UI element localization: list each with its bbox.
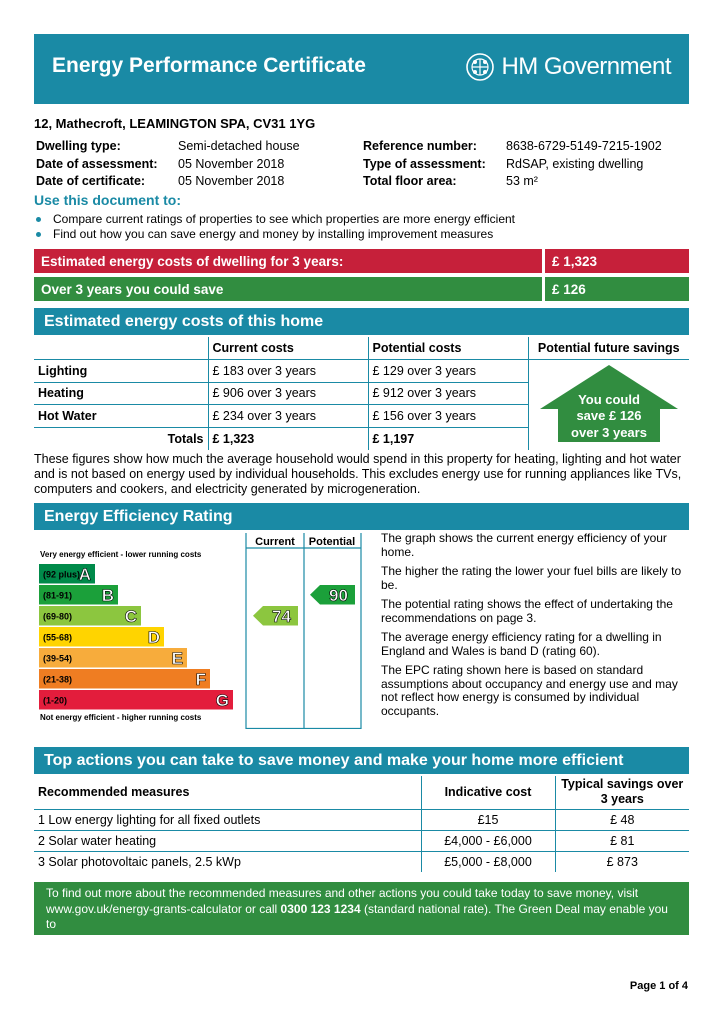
- potential-column-label: Potential: [308, 536, 356, 548]
- current-rating-arrow: [253, 606, 298, 626]
- eer-paragraph: The potential rating shows the effect of undertaking the recommendations on page 3.: [381, 597, 673, 625]
- eer-section-heading: Energy Efficiency Rating: [34, 503, 689, 530]
- details-left: [36, 138, 300, 191]
- certificate-date-label: Date of certificate:: [36, 174, 146, 188]
- cost-current: £ 234 over 3 years: [208, 405, 368, 428]
- hm-government-text: HM Government: [501, 53, 671, 80]
- bullet-icon: [36, 232, 41, 237]
- totals-potential: £ 1,197: [368, 427, 528, 450]
- current-costs-header: Current costs: [208, 337, 368, 360]
- floor-area-value: 53 m²: [506, 174, 538, 188]
- measure-cost: £5,000 - £8,000: [421, 851, 555, 872]
- bullet-icon: [36, 217, 41, 222]
- measures-header: Recommended measures: [38, 785, 190, 800]
- measure-cost: £4,000 - £6,000: [421, 830, 555, 851]
- indicative-cost-header: Indicative cost: [421, 776, 555, 809]
- table-row: [34, 830, 689, 851]
- rating-band-letter: D: [147, 628, 160, 647]
- cost-potential: £ 129 over 3 years: [368, 360, 528, 383]
- table-row: [34, 809, 689, 830]
- eer-paragraph: The EPC rating shown here is based on standard assumptions about occupancy and energy use and may not reflect how energy is consumed by individual occupants.: [381, 663, 678, 718]
- potential-rating-arrow: [310, 585, 355, 605]
- bullet-item: Compare current ratings of properties to see which properties are more energy efficient: [53, 212, 516, 226]
- rating-band-letter: E: [171, 649, 183, 668]
- totals-label: Totals: [167, 431, 204, 446]
- more-info-text: (standard national rate). The Green Deal may enable you to: [46, 901, 668, 931]
- estimated-cost-value: £ 1,323: [545, 249, 689, 273]
- rating-band-a: [39, 564, 95, 584]
- rating-band-letter: G: [215, 691, 229, 710]
- costs-section-heading: Estimated energy costs of this home: [34, 308, 689, 335]
- more-info-line: make your home warmer and cheaper to run.: [46, 932, 287, 947]
- save-amount-label: Over 3 years you could save: [34, 277, 542, 301]
- cost-item-lighting: Lighting: [38, 363, 88, 378]
- current-rating-arrow-value: 74: [272, 607, 291, 626]
- eer-paragraph: The graph shows the current energy efficiency of your home.: [381, 531, 667, 559]
- royal-crest-icon: [465, 52, 495, 82]
- rating-band-letter: B: [101, 586, 114, 605]
- details-right: [363, 138, 662, 191]
- rating-band-range: (92 plus): [43, 569, 81, 580]
- typical-savings-header: Typical savings over 3 years: [555, 776, 689, 809]
- rating-band-range: (39-54): [43, 653, 73, 664]
- cost-current: £ 183 over 3 years: [208, 360, 368, 383]
- eer-paragraph: The higher the rating the lower your fuel bills are likely to be.: [381, 564, 682, 592]
- bullet-item: Find out how you can save energy and money by installing improvement measures: [53, 227, 494, 241]
- potential-costs-header: Potential costs: [368, 337, 528, 360]
- grants-calculator-link[interactable]: www.gov.uk/energy-grants-calculator or call: [46, 901, 281, 916]
- eer-paragraph: The average energy efficiency rating for a dwelling in England and Wales is band D (rating 60).: [381, 630, 662, 658]
- current-column-label: Current: [255, 536, 295, 548]
- energy-rating-chart: [34, 533, 364, 729]
- assessment-type-value: RdSAP, existing dwelling: [506, 156, 644, 171]
- measure-saving: £ 873: [555, 851, 689, 872]
- save-amount-value: £ 126: [545, 277, 689, 301]
- dwelling-type-label: Dwelling type:: [36, 139, 121, 153]
- rating-band-b: [39, 585, 118, 605]
- usage-bullet-list: [36, 212, 515, 242]
- rating-band-letter: C: [124, 607, 137, 626]
- actions-table: [34, 776, 689, 872]
- savings-arrow-line: save £ 126: [576, 408, 642, 423]
- savings-arrow-icon: [540, 365, 678, 442]
- cost-current: £ 906 over 3 years: [208, 382, 368, 405]
- potential-rating-arrow-value: 90: [329, 586, 348, 605]
- rating-band-d: [39, 627, 164, 647]
- estimated-cost-label: Estimated energy costs of dwelling for 3 years:: [34, 249, 542, 273]
- property-address: 12, Mathecroft, LEAMINGTON SPA, CV31 1YG: [34, 116, 316, 131]
- hm-government-logo: [465, 52, 671, 82]
- actions-section-heading: Top actions you can take to save money and make your home more efficient: [34, 747, 689, 774]
- measure-name: 2 Solar water heating: [38, 833, 157, 848]
- measure-saving: £ 48: [555, 809, 689, 830]
- savings-arrow-line: over 3 years: [571, 425, 647, 440]
- phone-number[interactable]: 0300 123 1234: [280, 901, 361, 916]
- reference-number-value: 8638-6729-5149-7215-1902: [506, 139, 662, 153]
- rating-band-c: [39, 606, 141, 626]
- more-info-line: To find out more about the recommended measures and other actions you could take today to save money, visit: [46, 886, 639, 900]
- certificate-date-value: 05 November 2018: [178, 174, 285, 188]
- cost-potential: £ 912 over 3 years: [368, 382, 528, 405]
- assessment-date-value: 05 November 2018: [178, 156, 285, 171]
- measure-cost: £15: [421, 809, 555, 830]
- measure-name: 3 Solar photovoltaic panels, 2.5 kWp: [38, 854, 241, 869]
- page-number: Page 1 of 4: [629, 980, 688, 992]
- rating-band-e: [39, 648, 187, 668]
- cost-item-hot-water: Hot Water: [38, 408, 97, 423]
- savings-arrow-line: You could: [578, 392, 640, 407]
- cost-item-heating: Heating: [38, 386, 84, 401]
- inefficient-label: Not energy efficient - higher running costs: [40, 713, 202, 722]
- eer-explanation: [381, 532, 687, 724]
- rating-band-bar: [39, 690, 233, 710]
- header-banner: [34, 34, 689, 104]
- rating-band-range: (55-68): [43, 632, 73, 643]
- rating-band-g: [39, 690, 233, 710]
- reference-number-label: Reference number:: [363, 139, 477, 153]
- floor-area-label: Total floor area:: [363, 174, 457, 188]
- costs-explanation: These figures show how much the average household would spend in this property for heating, lighting and hot water and is not based on energy used by individual households. This excludes energy use for running appliances like TVs, computers and cookers, and electricity generated by microgeneration.: [34, 452, 682, 496]
- dwelling-type-value: Semi-detached house: [178, 139, 300, 153]
- rating-band-range: (1-20): [43, 695, 68, 706]
- rating-band-letter: A: [78, 565, 91, 584]
- assessment-date-label: Date of assessment:: [36, 156, 158, 171]
- future-savings-header: Potential future savings: [528, 337, 689, 360]
- cost-potential: £ 156 over 3 years: [368, 405, 528, 428]
- rating-band-letter: F: [195, 670, 206, 689]
- table-row: [34, 851, 689, 872]
- rating-band-range: (21-38): [43, 674, 73, 685]
- measure-name: 1 Low energy lighting for all fixed outlets: [38, 812, 261, 827]
- rating-band-range: (81-91): [43, 590, 73, 601]
- more-info-line: [46, 902, 677, 933]
- rating-band-f: [39, 669, 210, 689]
- costs-header-blank: [34, 337, 208, 360]
- efficient-label: Very energy efficient - lower running costs: [40, 550, 202, 559]
- assessment-type-label: Type of assessment:: [363, 156, 486, 171]
- measure-saving: £ 81: [555, 830, 689, 851]
- estimated-cost-bar: [34, 249, 689, 273]
- rating-band-range: (69-80): [43, 611, 73, 622]
- use-document-heading: Use this document to:: [34, 192, 182, 208]
- page-title: Energy Performance Certificate: [52, 54, 366, 77]
- save-amount-bar: [34, 277, 689, 301]
- more-info-box: [34, 882, 689, 947]
- totals-current: £ 1,323: [208, 427, 368, 450]
